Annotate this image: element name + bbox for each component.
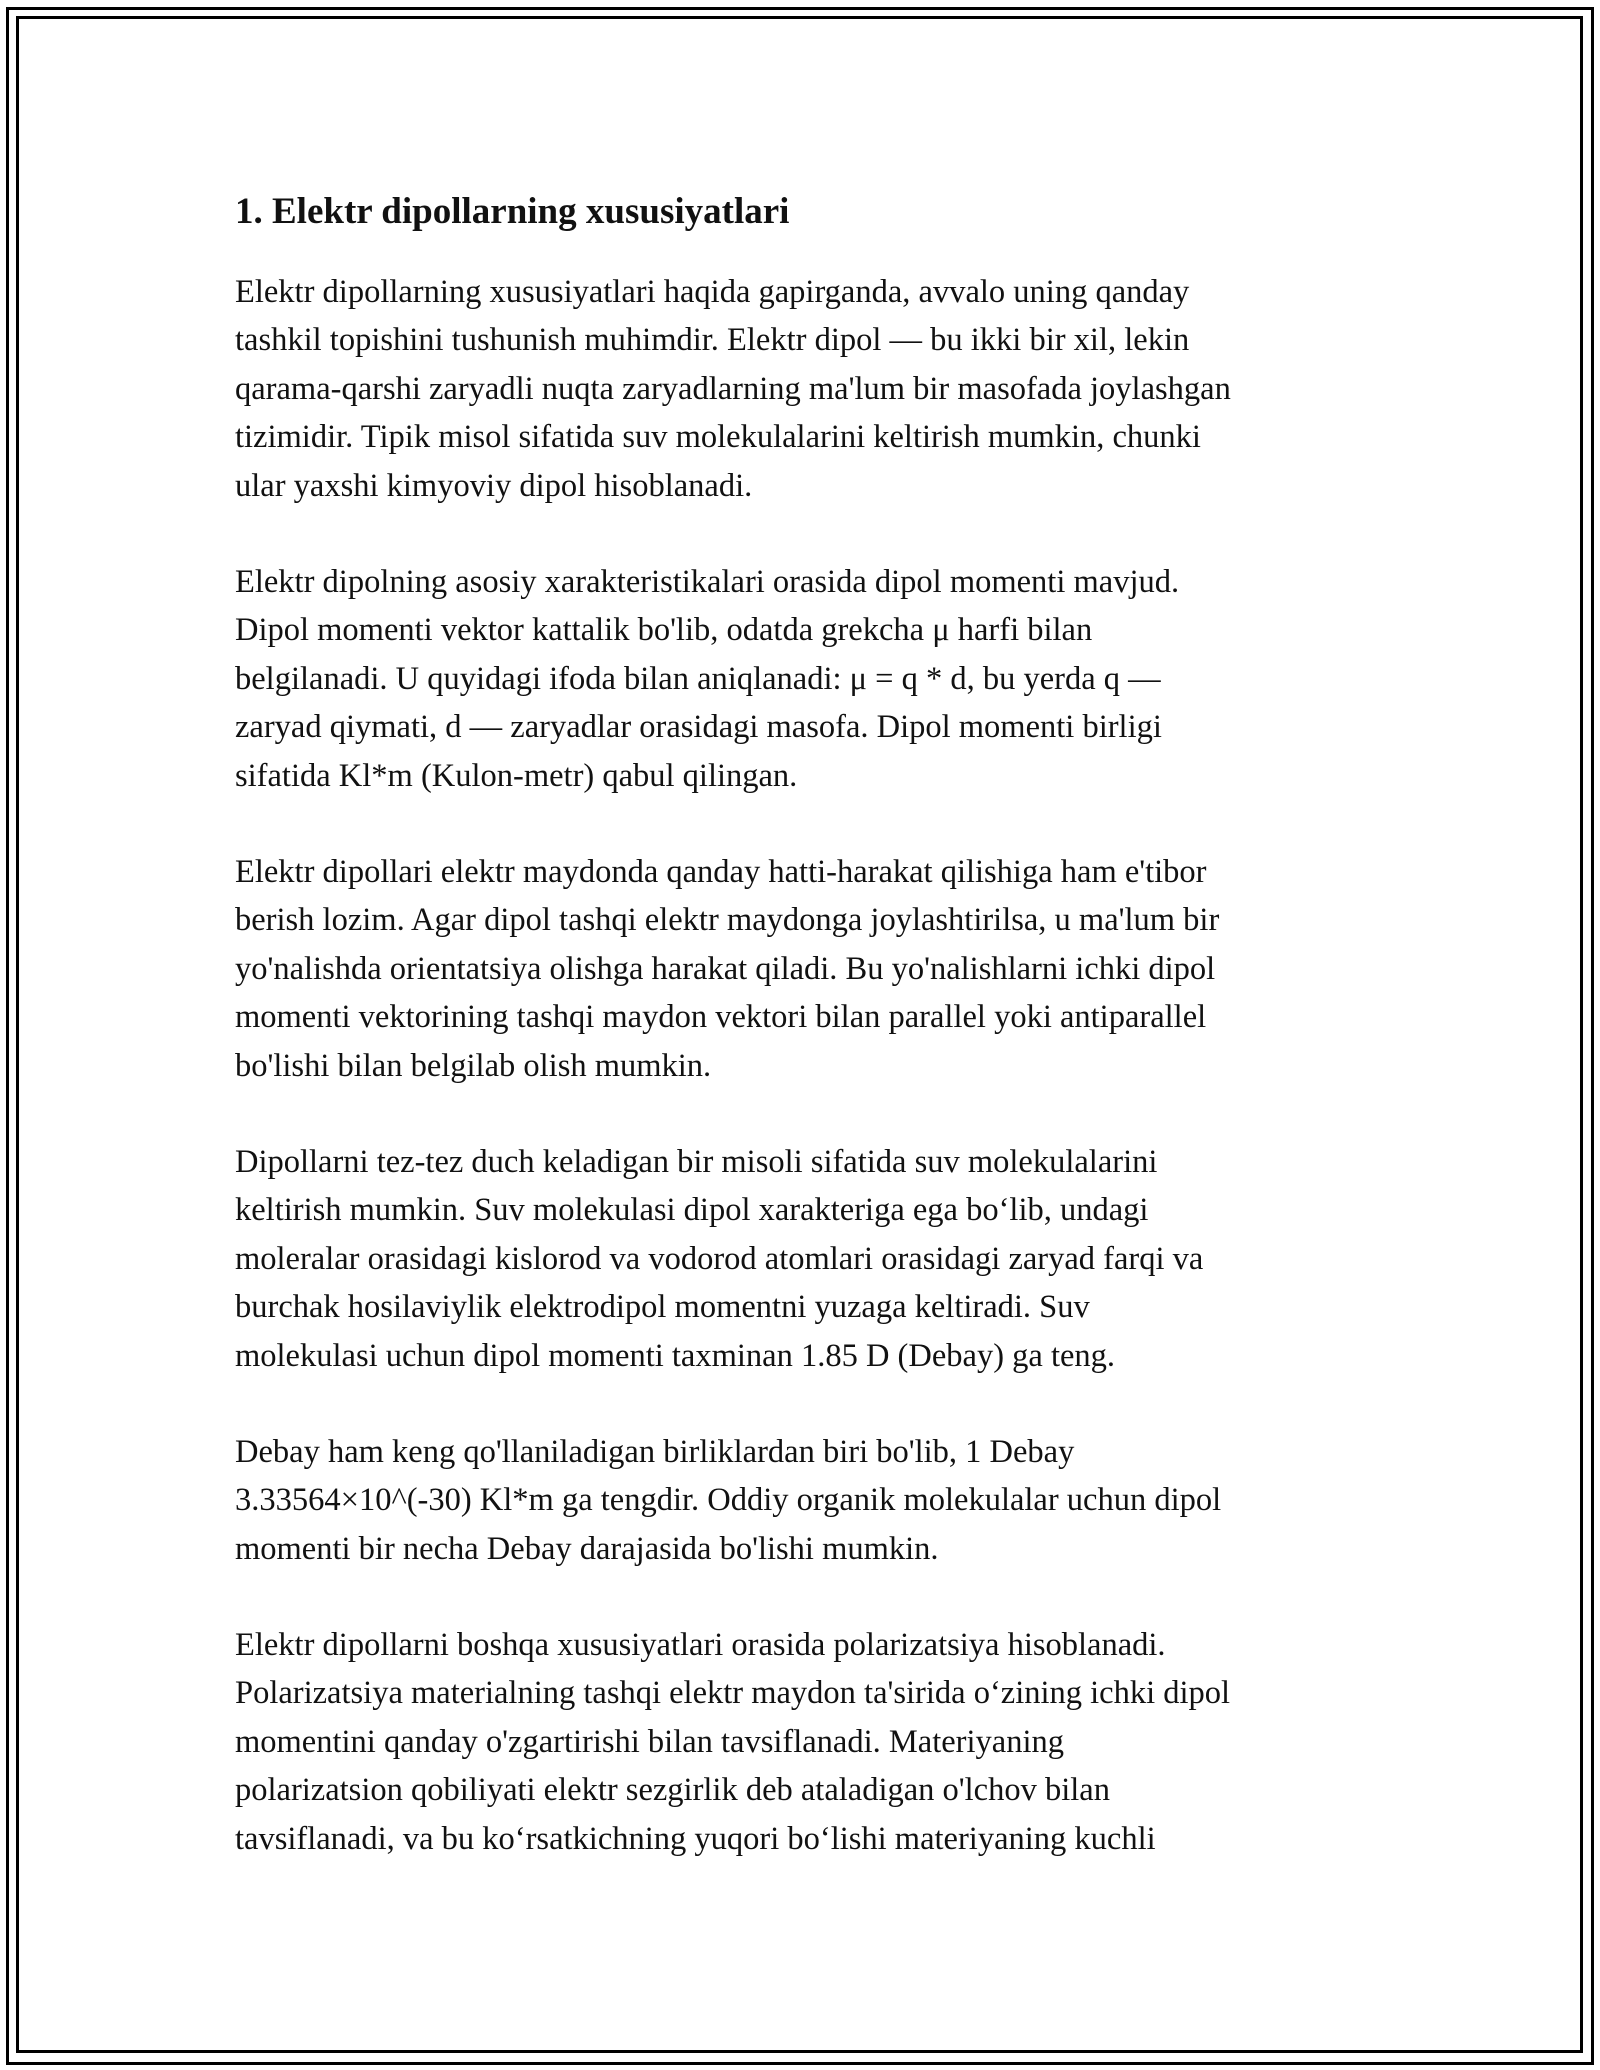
text-line: momenti bir necha Debay darajasida bo'lishi mumkin.	[235, 1530, 939, 1567]
text-line: berish lozim. Agar dipol tashqi elektr maydonga joylashtirilsa, u ma'lum bir	[235, 902, 1220, 939]
text-line: Elektr dipollarning xususiyatlari haqida gapirganda, avvalo uning qanday	[235, 274, 1190, 310]
paragraph-6	[235, 1621, 1375, 1863]
text-line: Dipollarni tez-tez duch keladigan bir misoli sifatida suv molekulalarini	[235, 1144, 1158, 1180]
text-line: tavsiflanadi, va bu koʻrsatkichning yuqori boʻlishi materiyaning kuchli	[235, 1820, 1156, 1857]
text-line: burchak hosilaviylik elektrodipol momentni yuzaga keltiradi. Suv	[235, 1289, 1090, 1326]
text-line: tashkil topishini tushunish muhimdir. Elektr dipol — bu ikki bir xil, lekin	[235, 322, 1190, 359]
text-line: belgilanadi. U quyidagi ifoda bilan aniqlanadi: μ = q * d, bu yerda q —	[235, 660, 1161, 697]
paragraph-5	[235, 1428, 1375, 1573]
text-line: bo'lishi bilan belgilab olish mumkin.	[235, 1047, 712, 1084]
text-line: keltirish mumkin. Suv molekulasi dipol xarakteriga ega boʻlib, undagi	[235, 1192, 1149, 1229]
text-line: Dipol momenti vektor kattalik bo'lib, odatda grekcha μ harfi bilan	[235, 612, 1093, 649]
paragraph-1	[235, 268, 1375, 510]
text-line: 3.33564×10^(-30) Kl*m ga tengdir. Oddiy organik molekulalar uchun dipol	[235, 1482, 1222, 1519]
text-line: Elektr dipolning asosiy xarakteristikalari orasida dipol momenti mavjud.	[235, 564, 1180, 600]
section-heading: 1. Elektr dipollarning xususiyatlari	[235, 191, 790, 232]
text-line: Elektr dipollari elektr maydonda qanday hatti-harakat qilishiga ham e'tibor	[235, 854, 1207, 890]
text-line: sifatida Kl*m (Kulon-metr) qabul qilingan.	[235, 757, 798, 794]
text-line: tizimidir. Tipik misol sifatida suv molekulalarini keltirish mumkin, chunki	[235, 419, 1201, 456]
text-line: yo'nalishda orientatsiya olishga harakat qiladi. Bu yo'nalishlarni ichki dipol	[235, 950, 1216, 987]
text-line: polarizatsion qobiliyati elektr sezgirlik deb ataladigan o'lchov bilan	[235, 1772, 1110, 1809]
text-line: momentini qanday o'zgartirishi bilan tavsiflanadi. Materiyaning	[235, 1723, 1064, 1760]
text-line: Debay ham keng qo'llaniladigan birliklardan biri bo'lib, 1 Debay	[235, 1434, 1075, 1470]
text-line: qarama-qarshi zaryadli nuqta zaryadlarning ma'lum bir masofada joylashgan	[235, 370, 1231, 407]
text-line: Elektr dipollarni boshqa xususiyatlari orasida polarizatsiya hisoblanadi.	[235, 1627, 1166, 1663]
paragraph-3	[235, 848, 1375, 1090]
text-line: moleralar orasidagi kislorod va vodorod atomlari orasidagi zaryad farqi va	[235, 1240, 1204, 1277]
text-line: zaryad qiymati, d — zaryadlar orasidagi masofa. Dipol momenti birligi	[235, 709, 1162, 746]
text-line: Polarizatsiya materialning tashqi elektr maydon ta'sirida oʻzining ichki dipol	[235, 1675, 1231, 1712]
paragraph-2	[235, 558, 1375, 800]
paragraph-4	[235, 1138, 1375, 1380]
text-line: molekulasi uchun dipol momenti taxminan 1.85 D (Debay) ga teng.	[235, 1337, 1116, 1374]
text-line: momenti vektorining tashqi maydon vektori bilan parallel yoki antiparallel	[235, 999, 1207, 1036]
text-line: ular yaxshi kimyoviy dipol hisoblanadi.	[235, 467, 753, 504]
